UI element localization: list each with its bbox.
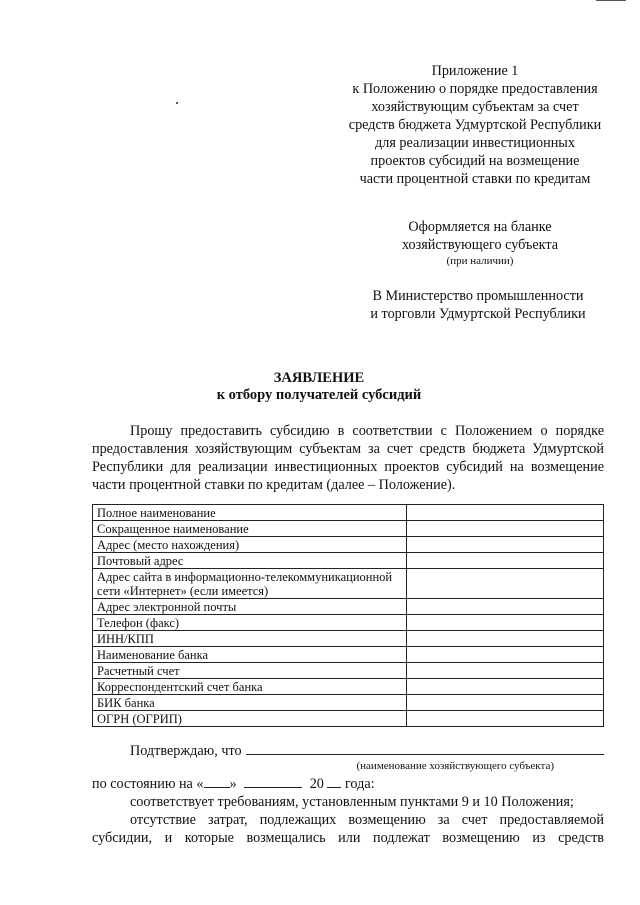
row-label: Адрес (место нахождения) [93,537,407,553]
confirmation-section [92,740,604,847]
row-value[interactable] [406,711,603,727]
row-label: Наименование банка [93,647,407,663]
row-value[interactable] [406,553,603,569]
appendix-line: части процентной ставки по кредитам [359,171,591,187]
subject-name-blank[interactable] [246,740,604,755]
row-label: Адрес электронной почты [93,599,407,615]
table-row [93,711,604,727]
appendix-line: Приложение 1 [431,63,519,79]
table-row [93,553,604,569]
row-label: Расчетный счет [93,663,407,679]
letterhead-note-caption: (при наличии) [446,255,514,267]
appendix-header [320,62,630,188]
row-value[interactable] [406,537,603,553]
row-label: Сокращенное наименование [93,521,407,537]
applicant-details-table [92,504,604,727]
appendix-line: хозяйствующим субъектам за счет [371,99,579,115]
year-blank[interactable] [327,773,341,788]
row-value[interactable] [406,615,603,631]
row-label: ИНН/КПП [93,631,407,647]
row-label: БИК банка [93,695,407,711]
row-value[interactable] [406,679,603,695]
condition-item-continued: субсидии, и которые возмещались или подлежат возмещению из средств [92,830,604,846]
row-label: Полное наименование [93,505,407,521]
document-title [90,370,548,404]
confirm-prefix: Подтверждаю, что [130,743,242,759]
table-row [93,663,604,679]
row-value[interactable] [406,569,603,599]
intro-text: Прошу предоставить субсидию в соответствии с Положением о порядке предоставления хозяйствующим субъектам за счет средств бюджета Удмуртской Республики для реализации инвестиционных проектов субсидий на возмещение части процентной ставки по кредитам (далее – Положение). [92,423,604,493]
table-row [93,647,604,663]
letterhead-note [330,218,630,268]
appendix-line: средств бюджета Удмуртской Республики [348,117,602,133]
table-row [93,599,604,615]
row-value[interactable] [406,663,603,679]
condition-item: соответствует требованиям, установленным пунктами 9 и 10 Положения; [130,794,574,810]
year-suffix: года: [344,776,375,792]
row-value[interactable] [406,521,603,537]
addressee-line: В Министерство промышленности [372,288,584,304]
confirm-date-row [92,773,604,793]
appendix-line: проектов субсидий на возмещение [370,153,580,169]
date-quote-close: » [229,776,237,792]
row-value[interactable] [406,695,603,711]
row-value[interactable] [406,505,603,521]
row-value[interactable] [406,647,603,663]
condition-item: отсутствие затрат, подлежащих возмещению за счет предоставляемой [130,812,604,828]
intro-paragraph [92,422,604,494]
appendix-line: для реализации инвестиционных [375,135,575,151]
date-prefix: по состоянию на « [92,776,204,792]
row-value[interactable] [406,599,603,615]
table-row [93,569,604,599]
row-value[interactable] [406,631,603,647]
table-row [93,679,604,695]
year-prefix: 20 [309,776,324,792]
row-label: Телефон (факс) [93,615,407,631]
table-row [93,505,604,521]
letterhead-note-line: хозяйствующего субъекта [402,237,558,253]
addressee [320,287,636,323]
row-label: ОГРН (ОГРИП) [93,711,407,727]
row-label: Почтовый адрес [93,553,407,569]
confirm-subject-row [92,740,604,760]
title-sub: к отбору получателей субсидий [216,387,422,403]
month-blank[interactable] [244,773,302,788]
table-row [93,695,604,711]
table-row [93,631,604,647]
table-row [93,521,604,537]
scan-speck [176,102,178,104]
day-blank[interactable] [204,773,230,788]
appendix-line: к Положению о порядке предоставления [352,81,598,97]
table-row [93,615,604,631]
addressee-line: и торговли Удмуртской Республики [370,306,586,322]
table-row [93,537,604,553]
row-label: Адрес сайта в информационно-телекоммуникационной сети «Интернет» (если имеется) [93,569,407,599]
subject-name-caption: (наименование хозяйствующего субъекта) [356,760,554,772]
row-label: Корреспондентский счет банка [93,679,407,695]
letterhead-note-line: Оформляется на бланке [408,219,552,235]
top-edge-mark [596,0,626,1]
title-main: ЗАЯВЛЕНИЕ [273,370,365,386]
